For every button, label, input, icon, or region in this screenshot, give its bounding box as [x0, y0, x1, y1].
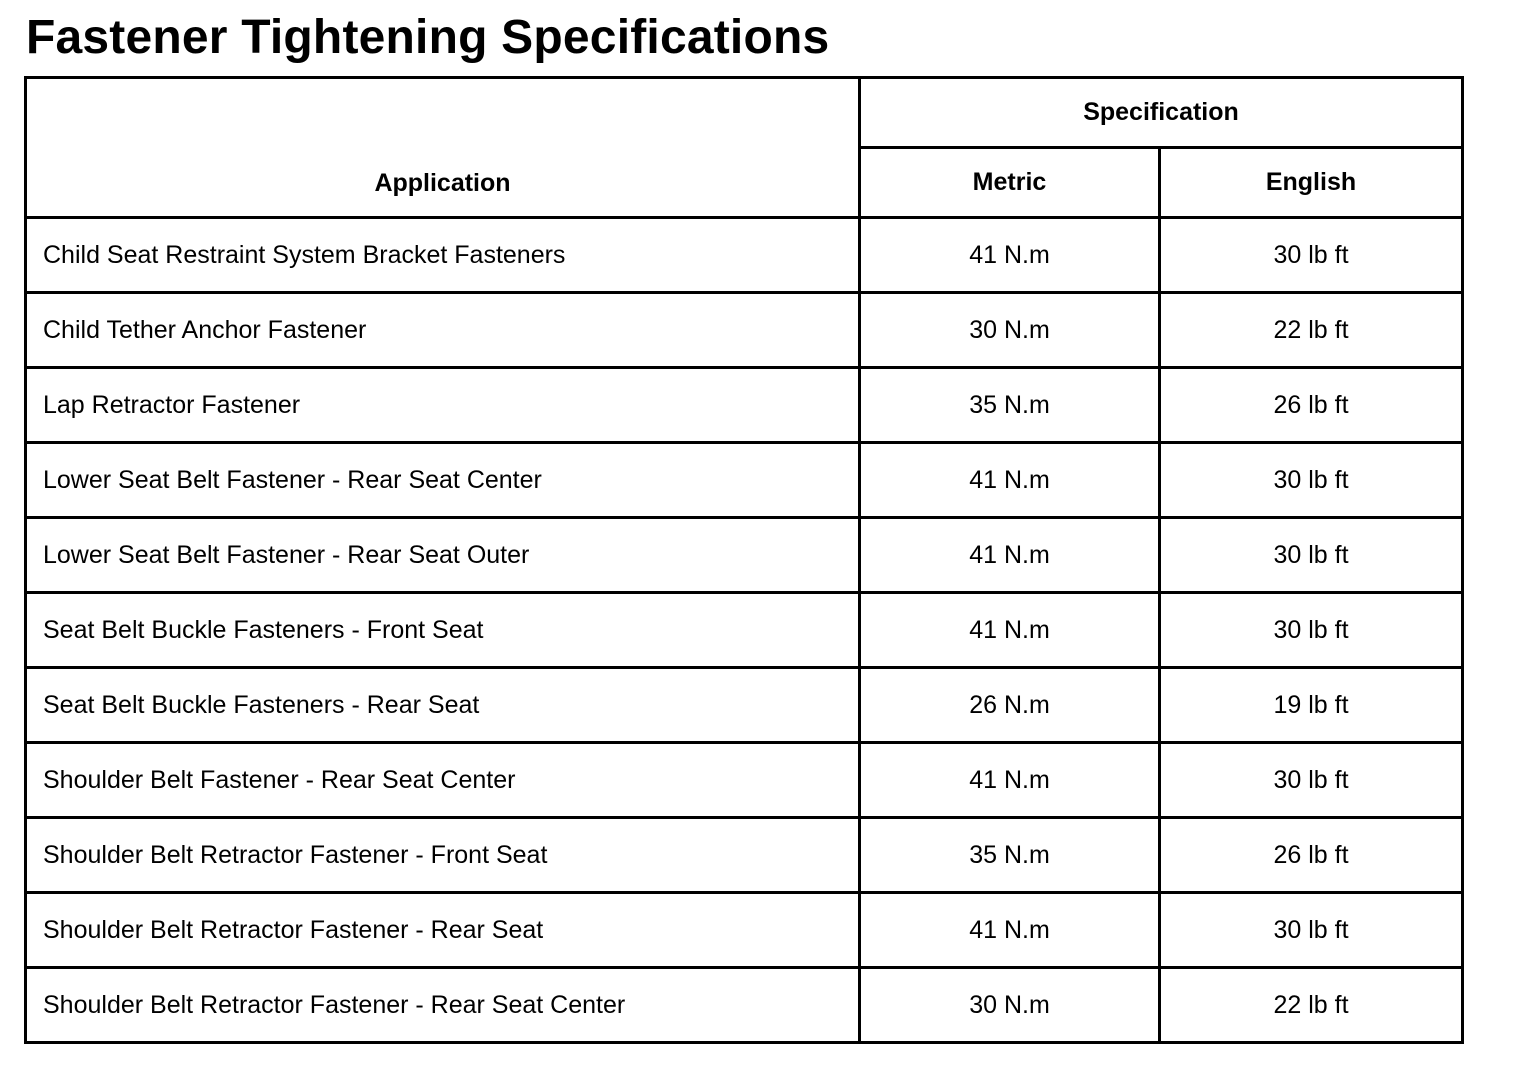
application-cell: Lap Retractor Fastener: [26, 368, 860, 443]
english-cell: 22 lb ft: [1160, 968, 1463, 1043]
metric-cell: 41 N.m: [860, 218, 1160, 293]
table-row: [26, 818, 1463, 893]
english-cell: 26 lb ft: [1160, 818, 1463, 893]
metric-cell: 41 N.m: [860, 593, 1160, 668]
table-header: [26, 78, 1463, 218]
metric-cell: 41 N.m: [860, 893, 1160, 968]
table-row: [26, 518, 1463, 593]
english-cell: 26 lb ft: [1160, 368, 1463, 443]
table-row: [26, 593, 1463, 668]
english-cell: 30 lb ft: [1160, 518, 1463, 593]
english-cell: 30 lb ft: [1160, 893, 1463, 968]
metric-column-header: Metric: [860, 148, 1160, 218]
english-cell: 30 lb ft: [1160, 743, 1463, 818]
header-row-top: [26, 78, 1463, 148]
metric-cell: 30 N.m: [860, 293, 1160, 368]
table-row: [26, 968, 1463, 1043]
table-row: [26, 443, 1463, 518]
application-cell: Seat Belt Buckle Fasteners - Front Seat: [26, 593, 860, 668]
english-cell: 19 lb ft: [1160, 668, 1463, 743]
application-cell: Lower Seat Belt Fastener - Rear Seat Outer: [26, 518, 860, 593]
metric-cell: 41 N.m: [860, 443, 1160, 518]
table-row: [26, 668, 1463, 743]
table-body: [26, 218, 1463, 1043]
table-row: [26, 368, 1463, 443]
fastener-spec-table: [24, 76, 1464, 1044]
english-cell: 22 lb ft: [1160, 293, 1463, 368]
metric-cell: 41 N.m: [860, 743, 1160, 818]
application-column-header: Application: [26, 78, 860, 218]
metric-cell: 41 N.m: [860, 518, 1160, 593]
table-row: [26, 293, 1463, 368]
application-cell: Shoulder Belt Retractor Fastener - Front Seat: [26, 818, 860, 893]
english-cell: 30 lb ft: [1160, 443, 1463, 518]
table-row: [26, 893, 1463, 968]
specification-column-header: Specification: [860, 78, 1463, 148]
application-cell: Seat Belt Buckle Fasteners - Rear Seat: [26, 668, 860, 743]
application-cell: Lower Seat Belt Fastener - Rear Seat Center: [26, 443, 860, 518]
english-column-header: English: [1160, 148, 1463, 218]
metric-cell: 35 N.m: [860, 368, 1160, 443]
application-cell: Shoulder Belt Fastener - Rear Seat Center: [26, 743, 860, 818]
table-row: [26, 218, 1463, 293]
metric-cell: 35 N.m: [860, 818, 1160, 893]
application-cell: Child Seat Restraint System Bracket Fasteners: [26, 218, 860, 293]
english-cell: 30 lb ft: [1160, 593, 1463, 668]
page-title: Fastener Tightening Specifications: [26, 11, 830, 64]
english-cell: 30 lb ft: [1160, 218, 1463, 293]
table-row: [26, 743, 1463, 818]
application-cell: Child Tether Anchor Fastener: [26, 293, 860, 368]
metric-cell: 26 N.m: [860, 668, 1160, 743]
application-cell: Shoulder Belt Retractor Fastener - Rear Seat Center: [26, 968, 860, 1043]
metric-cell: 30 N.m: [860, 968, 1160, 1043]
application-cell: Shoulder Belt Retractor Fastener - Rear Seat: [26, 893, 860, 968]
